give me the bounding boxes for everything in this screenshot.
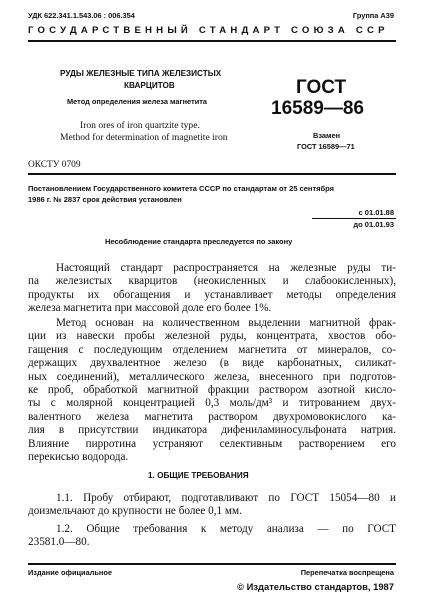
decree-line2: 1986 г. № 2837 срок действия установлен [28, 195, 182, 204]
legal-notice: Несоблюдение стандарта преследуется по закону [105, 237, 293, 246]
clause-1-2 [28, 523, 396, 550]
text-line: 1.1. Пробу отбирают, подготавливают по ГОСТ 15054—80 и [56, 492, 396, 504]
text-line: ции из навески пробы железной руды, концентрата, хвостов обо- [28, 330, 396, 343]
text-line: держащих двухвалентное железо (в виде карбонатных, силикат- [28, 357, 396, 370]
text-line: железа магнетита при массовой доле его более 1%. [28, 302, 272, 315]
replaces-value: ГОСТ 16589—71 [297, 142, 355, 151]
subtitle-ru: Метод определения железа магнетита [67, 97, 207, 106]
copyright: © Издательство стандартов, 1987 [237, 581, 394, 592]
text-line: ты с молярной концентрацией 0,3 моль/дм³ и титрованием двух- [28, 397, 396, 410]
footer-rule [28, 563, 396, 565]
validity-from: с 01.01.88 [358, 208, 394, 217]
group-code: Группа А39 [352, 11, 394, 20]
replaces-label: Взамен [313, 131, 341, 140]
text-line: Настоящий стандарт распространяется на железные руды ти- [56, 262, 396, 274]
title-ru-line2: КВАРЦИТОВ [124, 81, 175, 90]
paragraph-method [28, 317, 396, 464]
title-en-line2: Method for determination of magnetite iron [60, 132, 228, 143]
header-rule [28, 40, 396, 42]
paragraph-scope [28, 262, 396, 316]
udk-code: УДК 622.341.1.543.06 : 006.354 [28, 11, 135, 20]
text-line: доизмельчают до крупности не более 0,1 мм. [28, 505, 242, 518]
clause-1-1 [28, 492, 396, 519]
text-line: перекисью водорода. [28, 451, 129, 464]
reprint-notice: Перепечатка воспрещена [300, 568, 394, 577]
text-line: гащения с последующим отделением магнетита от минералов, со- [28, 343, 396, 356]
text-line: ных соединений), металлического железа, внесенного при подготов- [28, 370, 396, 383]
gost-number: 16589—86 [271, 98, 364, 119]
text-line: 23581.0—80. [28, 536, 90, 549]
text-line: лия в присутствии индикатора дифениламиносульфоната натрия. [28, 424, 396, 437]
text-line: продукты их обогащения и устанавливает методы определения [28, 288, 396, 301]
text-line: Влияние пирротина устраняют селективным растворением его [28, 437, 396, 450]
text-line: валентного железа магнетита раствором двухромовокислого ка- [28, 410, 396, 423]
okstu-code: ОКСТУ 0709 [28, 160, 81, 170]
decree-line1: Постановлением Государственного комитета СССР по стандартам от 25 сентября [28, 184, 335, 193]
title-ru-line1: РУДЫ ЖЕЛЕЗНЫЕ ТИПА ЖЕЛЕЗИСТЫХ [60, 69, 222, 78]
text-line: ке проб, обработкой магнитной фракции раствором азотной кисло- [28, 384, 396, 397]
validity-rule [312, 218, 396, 219]
text-line: па железистых кварцитов (неокисленных и слабоокисленных), [28, 275, 396, 288]
text-line: Метод основан на количественном выделении магнитной фрак- [56, 317, 396, 329]
text-line: 1.2. Общие требования к методу анализа — по ГОСТ [56, 523, 396, 535]
validity-to: до 01.01.93 [353, 220, 394, 229]
standard-banner: ГОСУДАРСТВЕННЫЙ СТАНДАРТ СОЮЗА ССР [28, 25, 389, 36]
title-rule [28, 173, 396, 175]
gost-label: ГОСТ [296, 77, 347, 98]
official-edition: Издание официальное [28, 568, 113, 577]
title-en-line1: Iron ores of iron quartzite type. [80, 120, 200, 131]
section-heading: 1. ОБЩИЕ ТРЕБОВАНИЯ [148, 471, 249, 480]
